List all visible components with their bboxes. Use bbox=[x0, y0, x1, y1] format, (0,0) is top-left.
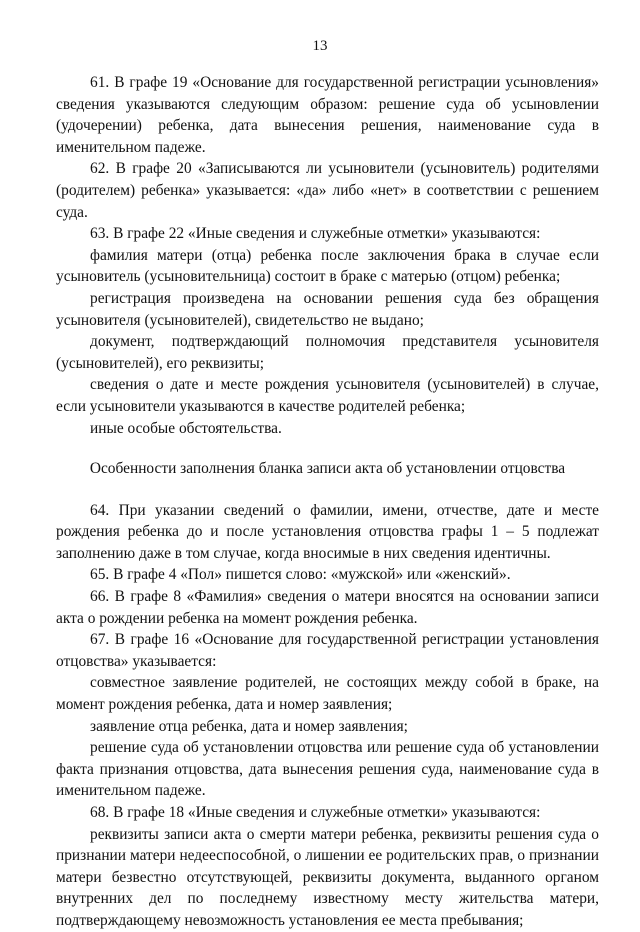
page-number: 13 bbox=[312, 38, 328, 54]
list-item: регистрация произведена на основании решения суда без обращения усыновителя (усыновителей), свидетельство не выдано; bbox=[56, 289, 599, 329]
list-item: иные особые обстоятельства. bbox=[90, 419, 282, 437]
document-body bbox=[56, 72, 599, 932]
list-item: реквизиты записи акта о смерти матери ребенка, реквизиты решения суда о признании матери недееспособной, о лишении ее родительских прав, о признании матери безвестно отсутствующей, реквизиты документа, выданного органом внутренних дел по последнему известному месту жительства матери, подтверждающему невозможность установления ее места пребывания; bbox=[56, 825, 599, 929]
paragraph-62: 62. В графе 20 «Записываются ли усыновители (усыновитель) родителями (родителем) ребенка» указывается: «да» либо «нет» в соответствии с решением суда. bbox=[56, 160, 599, 221]
list-item: сведения о дате и месте рождения усыновителя (усыновителей) в случае, если усыновители указываются в качестве родителей ребенка; bbox=[56, 376, 599, 415]
paragraph-66: 66. В графе 8 «Фамилия» сведения о матери вносятся на основании записи акта о рождении ребенка на момент рождения ребенка. bbox=[56, 588, 599, 627]
section-adoption bbox=[56, 72, 599, 439]
section-paternity bbox=[56, 500, 599, 932]
list-item: совместное заявление родителей, не состоящих между собой в браке, на момент рождения ребенка, дата и номер заявления; bbox=[56, 674, 599, 714]
paragraph-63: 63. В графе 22 «Иные сведения и служебные отметки» указываются: bbox=[90, 225, 541, 243]
paragraph-65: 65. В графе 4 «Пол» пишется слово: «мужской» или «женский». bbox=[90, 566, 511, 584]
list-item: фамилия матери (отца) ребенка после заключения брака в случае если усыновитель (усыновительница) состоит в браке с матерью (отцом) ребенка; bbox=[56, 246, 599, 286]
list-item: решение суда об установлении отцовства или решение суда об установлении факта признания отцовства, дата вынесения решения суда, наименование суда в именительном падеже. bbox=[56, 739, 599, 800]
paragraph-61: 61. В графе 19 «Основание для государственной регистрации усыновления» сведения указываются следующим образом: решение суда об усыновлении (удочерении) ребенка, дата вынесения решения, наименование суда в именительном падеже. bbox=[56, 74, 599, 156]
paragraph-64: 64. При указании сведений о фамилии, имени, отчестве, дате и месте рождения ребенка до и после установления отцовства графы 1 – 5 подлежат заполнению даже в том случае, когда вносимые в них сведения идентичны. bbox=[56, 501, 599, 562]
list-item: заявление отца ребенка, дата и номер заявления; bbox=[90, 717, 408, 735]
paragraph-68: 68. В графе 18 «Иные сведения и служебные отметки» указываются: bbox=[90, 804, 541, 821]
paragraph-67: 67. В графе 16 «Основание для государственной регистрации установления отцовства» указывается: bbox=[56, 631, 599, 670]
list-item: документ, подтверждающий полномочия представителя усыновителя (усыновителей), его реквизиты; bbox=[56, 333, 599, 372]
section-heading: Особенности заполнения бланка записи акта об установлении отцовства bbox=[89, 460, 566, 478]
